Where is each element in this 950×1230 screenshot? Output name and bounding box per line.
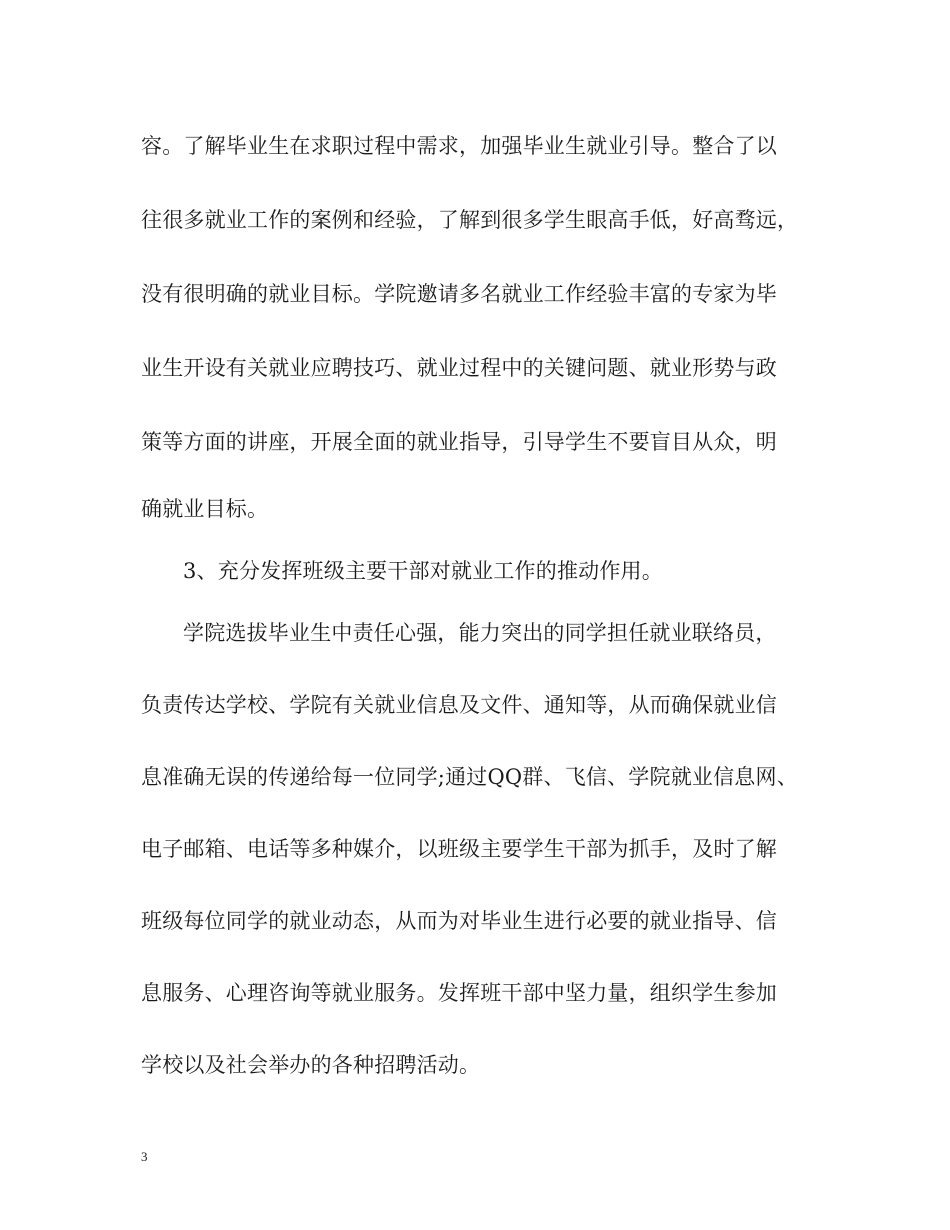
text-line: 确就业目标。 bbox=[141, 497, 269, 521]
section-heading: 3、充分发挥班级主要干部对就业工作的推动作用。 bbox=[183, 559, 663, 583]
page-number: 3 bbox=[141, 1149, 148, 1164]
text-line: 息服务、心理咨询等就业服务。发挥班干部中坚力量，组织学生参加 bbox=[141, 981, 777, 1005]
text-line: 班级每位同学的就业动态，从而为对毕业生进行必要的就业指导、信 bbox=[141, 909, 777, 933]
text-line: 没有很明确的就业目标。学院邀请多名就业工作经验丰富的专家为毕 bbox=[141, 282, 777, 306]
text-line: 负责传达学校、学院有关就业信息及文件、通知等，从而确保就业信 bbox=[141, 693, 777, 717]
text-line: 息准确无误的传递给每一位同学;通过QQ群、飞信、学院就业信息网、 bbox=[141, 765, 798, 789]
text-line: 策等方面的讲座，开展全面的就业指导，引导学生不要盲目从众，明 bbox=[141, 430, 777, 454]
text-line: 电子邮箱、电话等多种媒介，以班级主要学生干部为抓手，及时了解 bbox=[141, 837, 777, 861]
text-line: 学院选拔毕业生中责任心强，能力突出的同学担任就业联络员， bbox=[183, 621, 777, 645]
text-line: 学校以及社会举办的各种招聘活动。 bbox=[141, 1053, 481, 1077]
text-line: 容。了解毕业生在求职过程中需求，加强毕业生就业引导。整合了以 bbox=[141, 134, 777, 158]
text-line: 业生开设有关就业应聘技巧、就业过程中的关键问题、就业形势与政 bbox=[141, 356, 777, 380]
text-line: 往很多就业工作的案例和经验，了解到很多学生眼高手低，好高骛远， bbox=[141, 208, 799, 232]
